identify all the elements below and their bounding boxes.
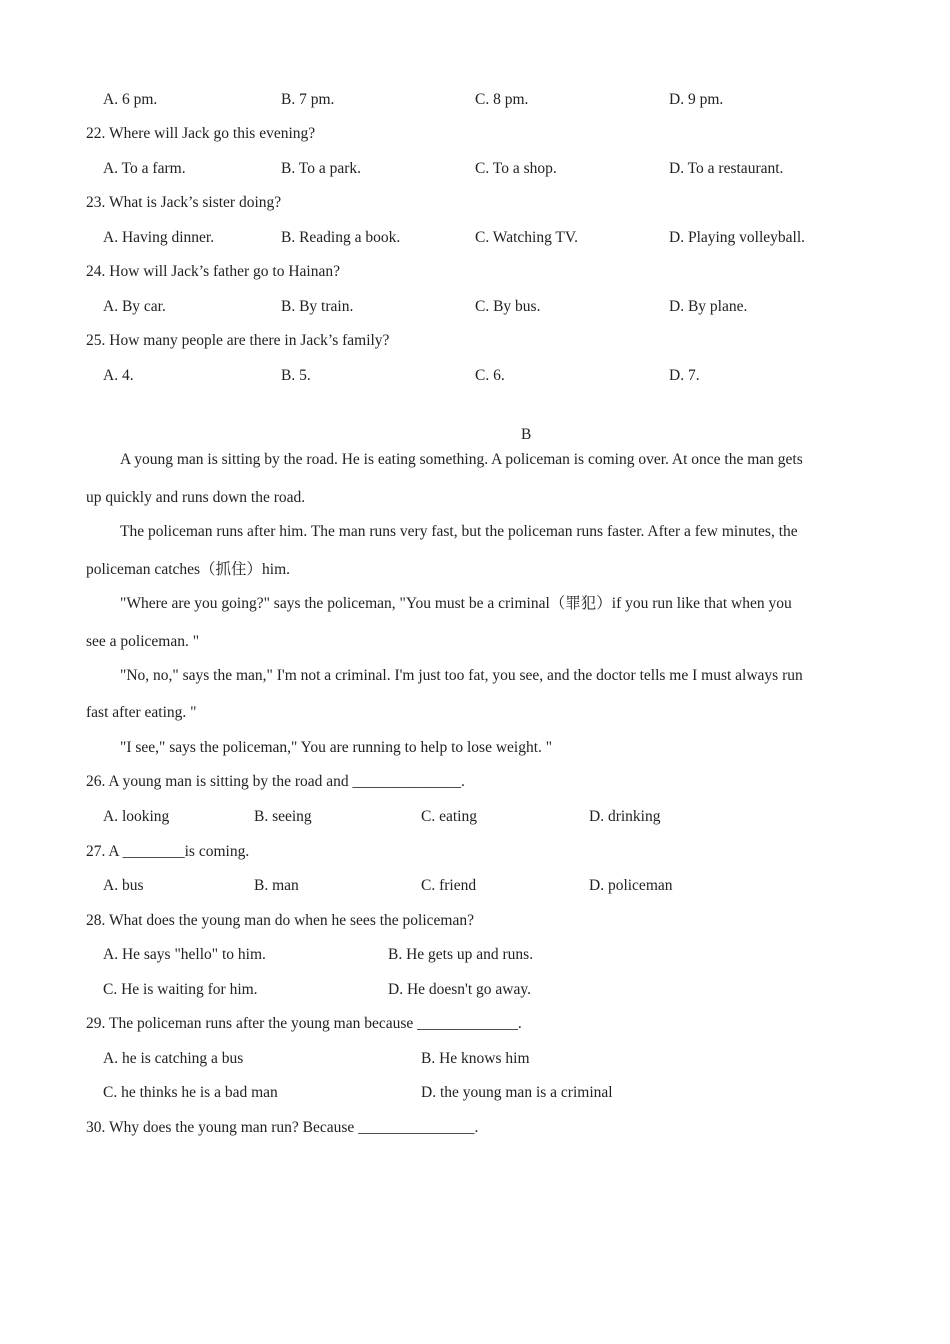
q23-option-a: A. Having dinner.: [103, 229, 215, 246]
q29-stem: 29. The policeman runs after the young man because _____________.: [86, 1015, 522, 1032]
q21-option-b: B. 7 pm.: [281, 91, 335, 108]
q22-option-a: A. To a farm.: [103, 160, 186, 177]
q28-option-c: C. He is waiting for him.: [103, 981, 258, 998]
q29-option-b: B. He knows him: [421, 1050, 530, 1067]
passage-p1-line2: up quickly and runs down the road.: [86, 489, 306, 506]
q26-stem: 26. A young man is sitting by the road and ______________.: [86, 773, 465, 790]
q25-stem: 25. How many people are there in Jack’s family?: [86, 332, 390, 349]
q22-option-c: C. To a shop.: [475, 160, 557, 177]
q22-stem: 22. Where will Jack go this evening?: [86, 125, 316, 142]
q27-stem: 27. A ________is coming.: [86, 843, 250, 860]
q22-option-d: D. To a restaurant.: [669, 160, 784, 177]
q24-option-c: C. By bus.: [475, 298, 541, 315]
q21-option-c: C. 8 pm.: [475, 91, 529, 108]
passage-p4-line1: "No, no," says the man," I'm not a criminal. I'm just too fat, you see, and the doctor tells me I must always run: [120, 667, 803, 684]
q27-option-b: B. man: [254, 877, 299, 894]
q23-stem: 23. What is Jack’s sister doing?: [86, 194, 282, 211]
passage-p2-line2: policeman catches（抓住）him.: [86, 561, 291, 578]
q27-option-c: C. friend: [421, 877, 477, 894]
q24-option-d: D. By plane.: [669, 298, 748, 315]
q27-option-a: A. bus: [103, 877, 144, 894]
q28-option-d: D. He doesn't go away.: [388, 981, 531, 998]
passage-p5-line1: "I see," says the policeman," You are running to help to lose weight. ": [120, 739, 553, 756]
q28-stem: 28. What does the young man do when he sees the policeman?: [86, 912, 474, 929]
q29-option-d: D. the young man is a criminal: [421, 1084, 613, 1101]
q27-option-d: D. policeman: [589, 877, 673, 894]
section-heading: B: [521, 426, 532, 443]
q23-option-b: B. Reading a book.: [281, 229, 401, 246]
q24-stem: 24. How will Jack’s father go to Hainan?: [86, 263, 340, 280]
q25-option-a: A. 4.: [103, 367, 134, 384]
q22-option-b: B. To a park.: [281, 160, 361, 177]
q23-option-d: D. Playing volleyball.: [669, 229, 806, 246]
q25-option-b: B. 5.: [281, 367, 311, 384]
q26-option-b: B. seeing: [254, 808, 312, 825]
q28-option-b: B. He gets up and runs.: [388, 946, 534, 963]
q26-option-a: A. looking: [103, 808, 170, 825]
q29-option-a: A. he is catching a bus: [103, 1050, 244, 1067]
q25-option-d: D. 7.: [669, 367, 700, 384]
q26-option-d: D. drinking: [589, 808, 661, 825]
q26-option-c: C. eating: [421, 808, 477, 825]
q21-option-d: D. 9 pm.: [669, 91, 724, 108]
passage-p4-line2: fast after eating. ": [86, 704, 197, 721]
q21-option-a: A. 6 pm.: [103, 91, 158, 108]
q25-option-c: C. 6.: [475, 367, 505, 384]
passage-p3-line2: see a policeman. ": [86, 633, 200, 650]
q28-option-a: A. He says "hello" to him.: [103, 946, 266, 963]
q24-option-a: A. By car.: [103, 298, 166, 315]
passage-p3-line1: "Where are you going?" says the policeman, "You must be a criminal（罪犯）if you run like that when you: [120, 595, 792, 612]
passage-p2-line1: The policeman runs after him. The man runs very fast, but the policeman runs faster. After a few minutes, the: [120, 523, 798, 540]
passage-p1-line1: A young man is sitting by the road. He is eating something. A policeman is coming over. At once the man gets: [120, 451, 803, 468]
q24-option-b: B. By train.: [281, 298, 354, 315]
q30-stem: 30. Why does the young man run? Because _______________.: [86, 1119, 479, 1136]
q23-option-c: C. Watching TV.: [475, 229, 578, 246]
q29-option-c: C. he thinks he is a bad man: [103, 1084, 278, 1101]
